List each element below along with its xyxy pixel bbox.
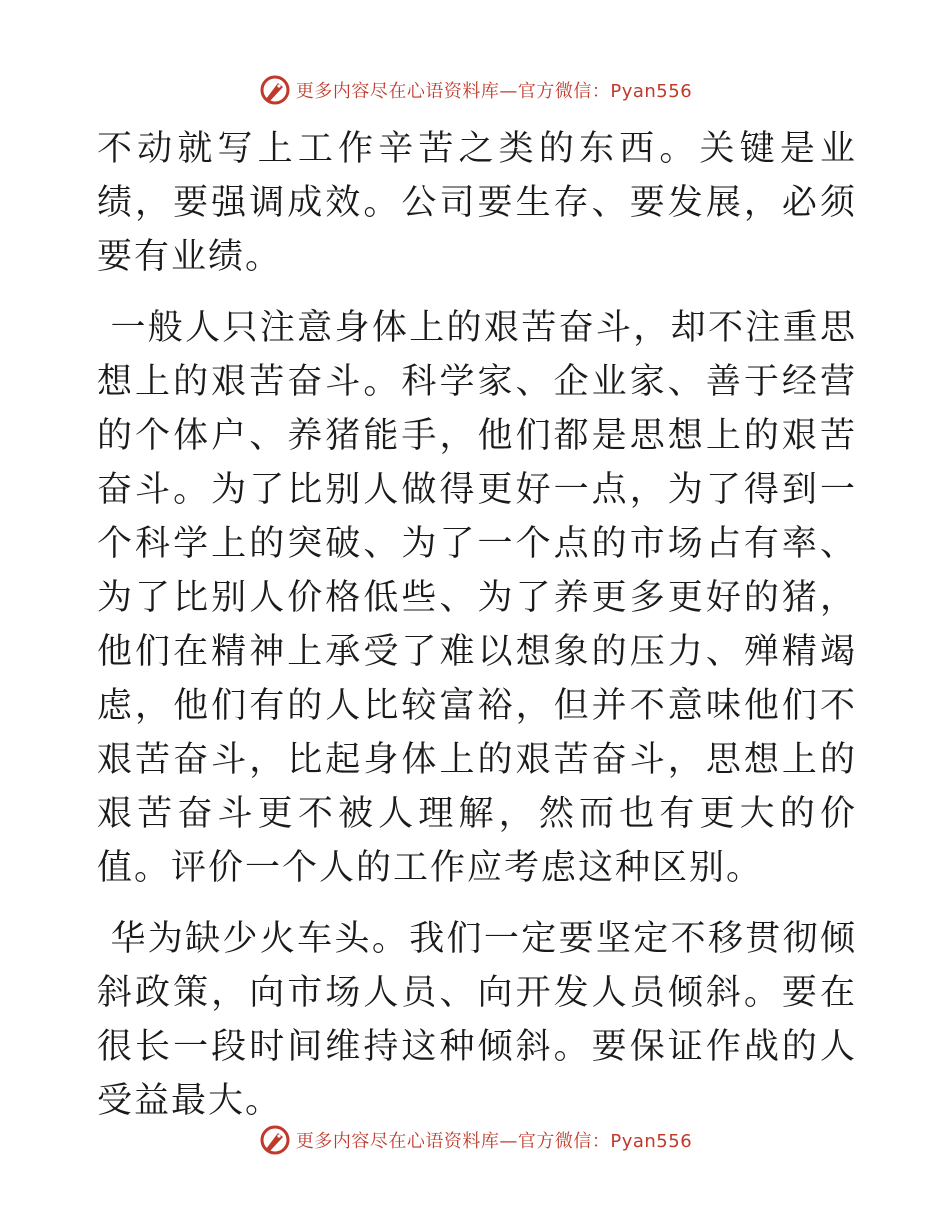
banner-text: 更多内容尽在心语资料库—官方微信：Pyan556	[295, 1131, 693, 1152]
paragraph-1: 不动就写上工作辛苦之类的东西。关键是业绩，要强调成效。公司要生存、要发展，必须要有业绩。	[97, 129, 857, 277]
document-body	[97, 122, 857, 1128]
banner-text: 更多内容尽在心语资料库—官方微信：Pyan556	[295, 81, 693, 102]
paragraph-3: 华为缺少火车头。我们一定要坚定不移贯彻倾斜政策，向市场人员、向开发人员倾斜。要在很长一段时间维持这种倾斜。要保证作战的人受益最大。	[97, 919, 857, 1121]
pen-nib-circle-icon	[258, 73, 292, 107]
pen-nib-circle-icon	[258, 1123, 292, 1157]
paragraph-2: 一般人只注意身体上的艰苦奋斗，却不注重思想上的艰苦奋斗。科学家、企业家、善于经营的个体户、养猪能手，他们都是思想上的艰苦奋斗。为了比别人做得更好一点，为了得到一个科学上的突破、为了一个点的市场占有率、为了比别人价格低些、为了养更多更好的猪，他们在精神上承受了难以想象的压力、殚精竭虑，他们有的人比较富裕，但并不意味他们不艰苦奋斗，比起身体上的艰苦奋斗，思想上的艰苦奋斗更不被人理解，然而也有更大的价值。评价一个人的工作应考虑这种区别。	[97, 308, 857, 888]
header-banner	[0, 70, 950, 110]
footer-banner	[0, 1120, 950, 1160]
